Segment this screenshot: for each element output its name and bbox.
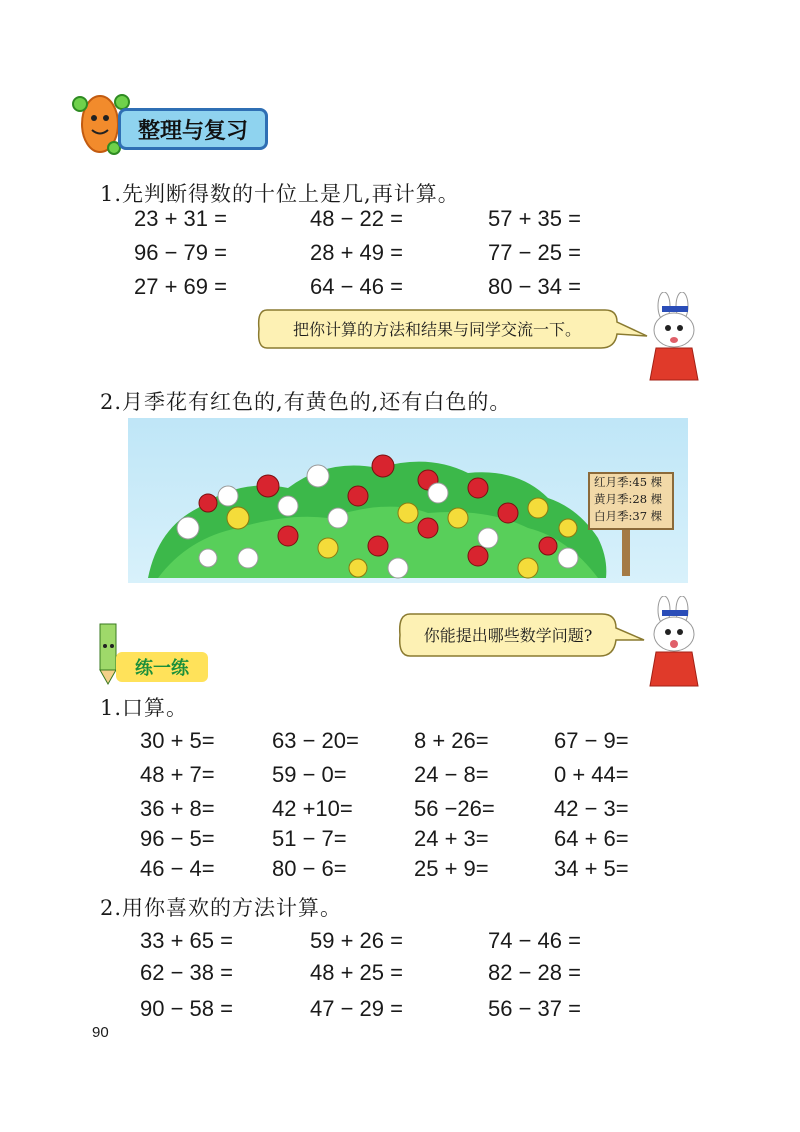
equation: 59 − 0= <box>272 762 347 787</box>
equation: 57 + 35 = <box>488 206 581 231</box>
rabbit-mascot-icon <box>640 292 710 386</box>
equation: 62 − 38 = <box>140 960 233 985</box>
equation: 56 − 37 = <box>488 996 581 1021</box>
practice-question-2 <box>100 892 342 922</box>
equation: 77 − 25 = <box>488 240 581 265</box>
equation: 25 + 9= <box>414 856 489 881</box>
equation: 27 + 69 = <box>134 274 227 299</box>
equation: 67 − 9= <box>554 728 629 753</box>
equation: 36 + 8= <box>140 796 215 821</box>
question-2 <box>100 386 511 416</box>
equation: 8 + 26= <box>414 728 489 753</box>
question-number: 2. <box>100 390 123 414</box>
equation: 28 + 49 = <box>310 240 403 265</box>
flower-count-sign <box>588 472 674 530</box>
rabbit-mascot-icon <box>640 596 710 692</box>
page-number: 90 <box>92 1024 109 1041</box>
question-number: 1. <box>100 182 123 206</box>
equation: 47 − 29 = <box>310 996 403 1021</box>
equation: 46 − 4= <box>140 856 215 881</box>
practice-question-1 <box>100 692 188 722</box>
sign-line-red: 红月季:45 棵 <box>594 475 663 489</box>
equation: 96 − 5= <box>140 826 215 851</box>
equation: 24 + 3= <box>414 826 489 851</box>
equation: 42 − 3= <box>554 796 629 821</box>
equation: 80 − 6= <box>272 856 347 881</box>
question-text: 月季花有红色的,有黄色的,还有白色的。 <box>122 390 512 414</box>
equation: 63 − 20= <box>272 728 359 753</box>
equation: 33 + 65 = <box>140 928 233 953</box>
question-number: 2. <box>100 896 123 920</box>
equation: 90 − 58 = <box>140 996 233 1021</box>
sign-line-yellow: 黄月季:28 棵 <box>594 492 663 506</box>
equation: 23 + 31 = <box>134 206 227 231</box>
equation: 82 − 28 = <box>488 960 581 985</box>
question-text: 口算。 <box>122 696 189 720</box>
equation: 96 − 79 = <box>134 240 227 265</box>
speech-bubble-text: 把你计算的方法和结果与同学交流一下。 <box>292 319 581 339</box>
section-title: 整理与复习 <box>118 108 268 150</box>
sign-post <box>622 528 630 576</box>
equation: 51 − 7= <box>272 826 347 851</box>
equation: 59 + 26 = <box>310 928 403 953</box>
question-number: 1. <box>100 696 123 720</box>
equation: 80 − 34 = <box>488 274 581 299</box>
equation: 0 + 44= <box>554 762 629 787</box>
question-text: 先判断得数的十位上是几,再计算。 <box>122 182 460 206</box>
speech-bubble-text: 你能提出哪些数学问题? <box>423 625 593 645</box>
equation: 74 − 46 = <box>488 928 581 953</box>
equation: 64 − 46 = <box>310 274 403 299</box>
equation: 42 +10= <box>272 796 353 821</box>
equation: 48 + 7= <box>140 762 215 787</box>
equation: 64 + 6= <box>554 826 629 851</box>
sign-line-white: 白月季:37 棵 <box>594 509 663 523</box>
equation: 48 − 22 = <box>310 206 403 231</box>
question-1 <box>100 178 460 208</box>
equation: 56 −26= <box>414 796 495 821</box>
practice-label: 练一练 <box>116 652 208 682</box>
question-text: 用你喜欢的方法计算。 <box>122 896 343 920</box>
equation: 24 − 8= <box>414 762 489 787</box>
equation: 48 + 25 = <box>310 960 403 985</box>
equation: 34 + 5= <box>554 856 629 881</box>
equation: 30 + 5= <box>140 728 215 753</box>
